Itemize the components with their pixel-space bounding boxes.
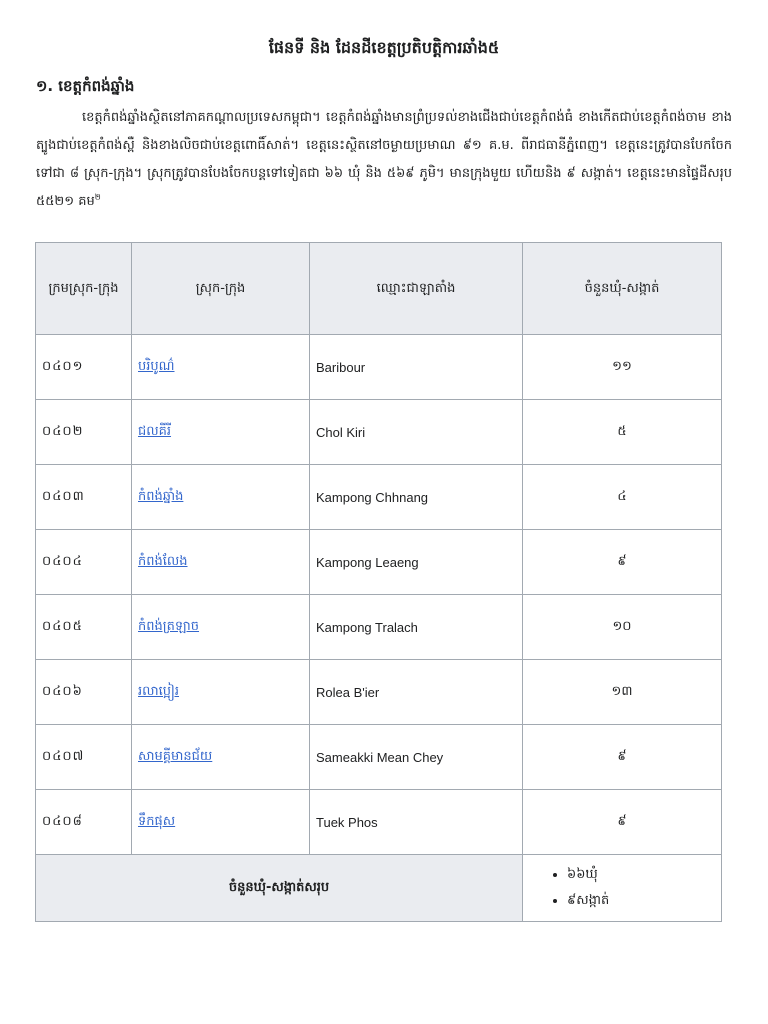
district-code: ០៤០៣ bbox=[36, 465, 132, 530]
table-row bbox=[36, 660, 722, 725]
commune-count: ៩ bbox=[523, 790, 722, 855]
district-name-link[interactable]: កំពង់ត្រឡាច bbox=[138, 618, 200, 634]
district-name-link[interactable]: កំពង់លែង bbox=[138, 553, 188, 569]
table-row bbox=[36, 335, 722, 400]
districts-table bbox=[35, 242, 722, 922]
table-row bbox=[36, 530, 722, 595]
table-footer-row bbox=[36, 855, 722, 922]
district-latin-name: Kampong Chhnang bbox=[310, 465, 523, 530]
district-name-link[interactable]: ទឹកផុស bbox=[138, 813, 176, 829]
commune-count: ៩ bbox=[523, 530, 722, 595]
district-latin-name: Rolea B'ier bbox=[310, 660, 523, 725]
intro-paragraph bbox=[36, 104, 732, 216]
district-latin-name: Kampong Leaeng bbox=[310, 530, 523, 595]
header-latin: ឈ្មោះជាឡាតាំង bbox=[310, 243, 523, 335]
district-name-cell bbox=[132, 660, 310, 725]
district-name-cell bbox=[132, 335, 310, 400]
district-latin-name: Kampong Tralach bbox=[310, 595, 523, 660]
footnote-superscript: ២ bbox=[94, 192, 101, 202]
district-code: ០៤០៨ bbox=[36, 790, 132, 855]
district-name-link[interactable]: បរិបូណ៌ bbox=[138, 358, 175, 374]
table-header-row bbox=[36, 243, 722, 335]
total-values-cell bbox=[523, 855, 722, 922]
table-row bbox=[36, 400, 722, 465]
commune-count: ១០ bbox=[523, 595, 722, 660]
district-name-cell bbox=[132, 595, 310, 660]
district-code: ០៤០២ bbox=[36, 400, 132, 465]
list-item: • ៩សង្កាត់ bbox=[567, 888, 715, 914]
table-row bbox=[36, 725, 722, 790]
district-latin-name: Baribour bbox=[310, 335, 523, 400]
commune-count: ៥ bbox=[523, 400, 722, 465]
district-name-cell bbox=[132, 790, 310, 855]
page-title: ផែនទី និង ដែនដីខេត្តប្រតិបត្តិការឆាំង៥ bbox=[268, 38, 500, 57]
commune-count: ៩ bbox=[523, 725, 722, 790]
district-name-link[interactable]: កំពង់ឆ្នាំង bbox=[138, 488, 184, 504]
commune-count: ១៣ bbox=[523, 660, 722, 725]
total-label: ចំនួនឃុំ-សង្កាត់សរុប bbox=[36, 855, 523, 922]
district-code: ០៤០៦ bbox=[36, 660, 132, 725]
header-name: ស្រុក-ក្រុង bbox=[132, 243, 310, 335]
district-code: ០៤០៧ bbox=[36, 725, 132, 790]
district-name-cell bbox=[132, 465, 310, 530]
header-count: ចំនួនឃុំ-សង្កាត់ bbox=[523, 243, 722, 335]
district-name-link[interactable]: ជលគីរី bbox=[138, 423, 172, 439]
district-code: ០៤០៥ bbox=[36, 595, 132, 660]
section-heading: ១. ខេត្តកំពង់ឆ្នាំង bbox=[36, 77, 135, 95]
district-name-link[interactable]: សាមគ្គីមានជ័យ bbox=[138, 748, 213, 764]
district-code: ០៤០៤ bbox=[36, 530, 132, 595]
table-row bbox=[36, 465, 722, 530]
commune-count: ៤ bbox=[523, 465, 722, 530]
list-item: • ៦៦ឃុំ bbox=[567, 862, 715, 888]
district-name-cell bbox=[132, 400, 310, 465]
district-latin-name: Tuek Phos bbox=[310, 790, 523, 855]
table-row bbox=[36, 790, 722, 855]
intro-text: ខេត្តកំពង់ឆ្នាំងស្ថិតនៅភាគកណ្តាលប្រទេសកម្ពុជា។ ខេត្តកំពង់ឆ្នាំងមានព្រំប្រទល់ខាងជើងជាប់ខេត្តកំពង់ធំ ខាងកើតជាប់ខេត្តកំពង់ចាម ខាងត្បូងជាប់ខេត្តកំពង់ស្ពឺ និងខាងលិចជាប់ខេត្តពោធិ៍សាត់។ ខេត្តនេះស្ថិតនៅចម្ងាយប្រមាណ ៩១ គ.ម. ពីរាជធានីភ្នំពេញ។ ខេត្តនេះត្រូវបានបែកចែកទៅជា ៨ ស្រុក-ក្រុង។ ស្រុកត្រូវបានបែងចែកបន្តទៅទៀតជា ៦៦ ឃុំ និង ៥៦៩ ភូមិ។ មានក្រុងមួយ ហើយនិង ៩ សង្កាត់។ ខេត្តនេះមានផ្ទៃដីសរុប ៥៥២១ គម bbox=[36, 110, 732, 209]
district-name-cell bbox=[132, 530, 310, 595]
district-latin-name: Sameakki Mean Chey bbox=[310, 725, 523, 790]
commune-count: ១១ bbox=[523, 335, 722, 400]
district-name-cell bbox=[132, 725, 310, 790]
table-row bbox=[36, 595, 722, 660]
total-values-list bbox=[529, 862, 715, 914]
district-name-link[interactable]: រលាប្អៀរ bbox=[138, 683, 180, 699]
district-code: ០៤០១ bbox=[36, 335, 132, 400]
header-code: ក្រមស្រុក-ក្រុង bbox=[36, 243, 132, 335]
district-latin-name: Chol Kiri bbox=[310, 400, 523, 465]
